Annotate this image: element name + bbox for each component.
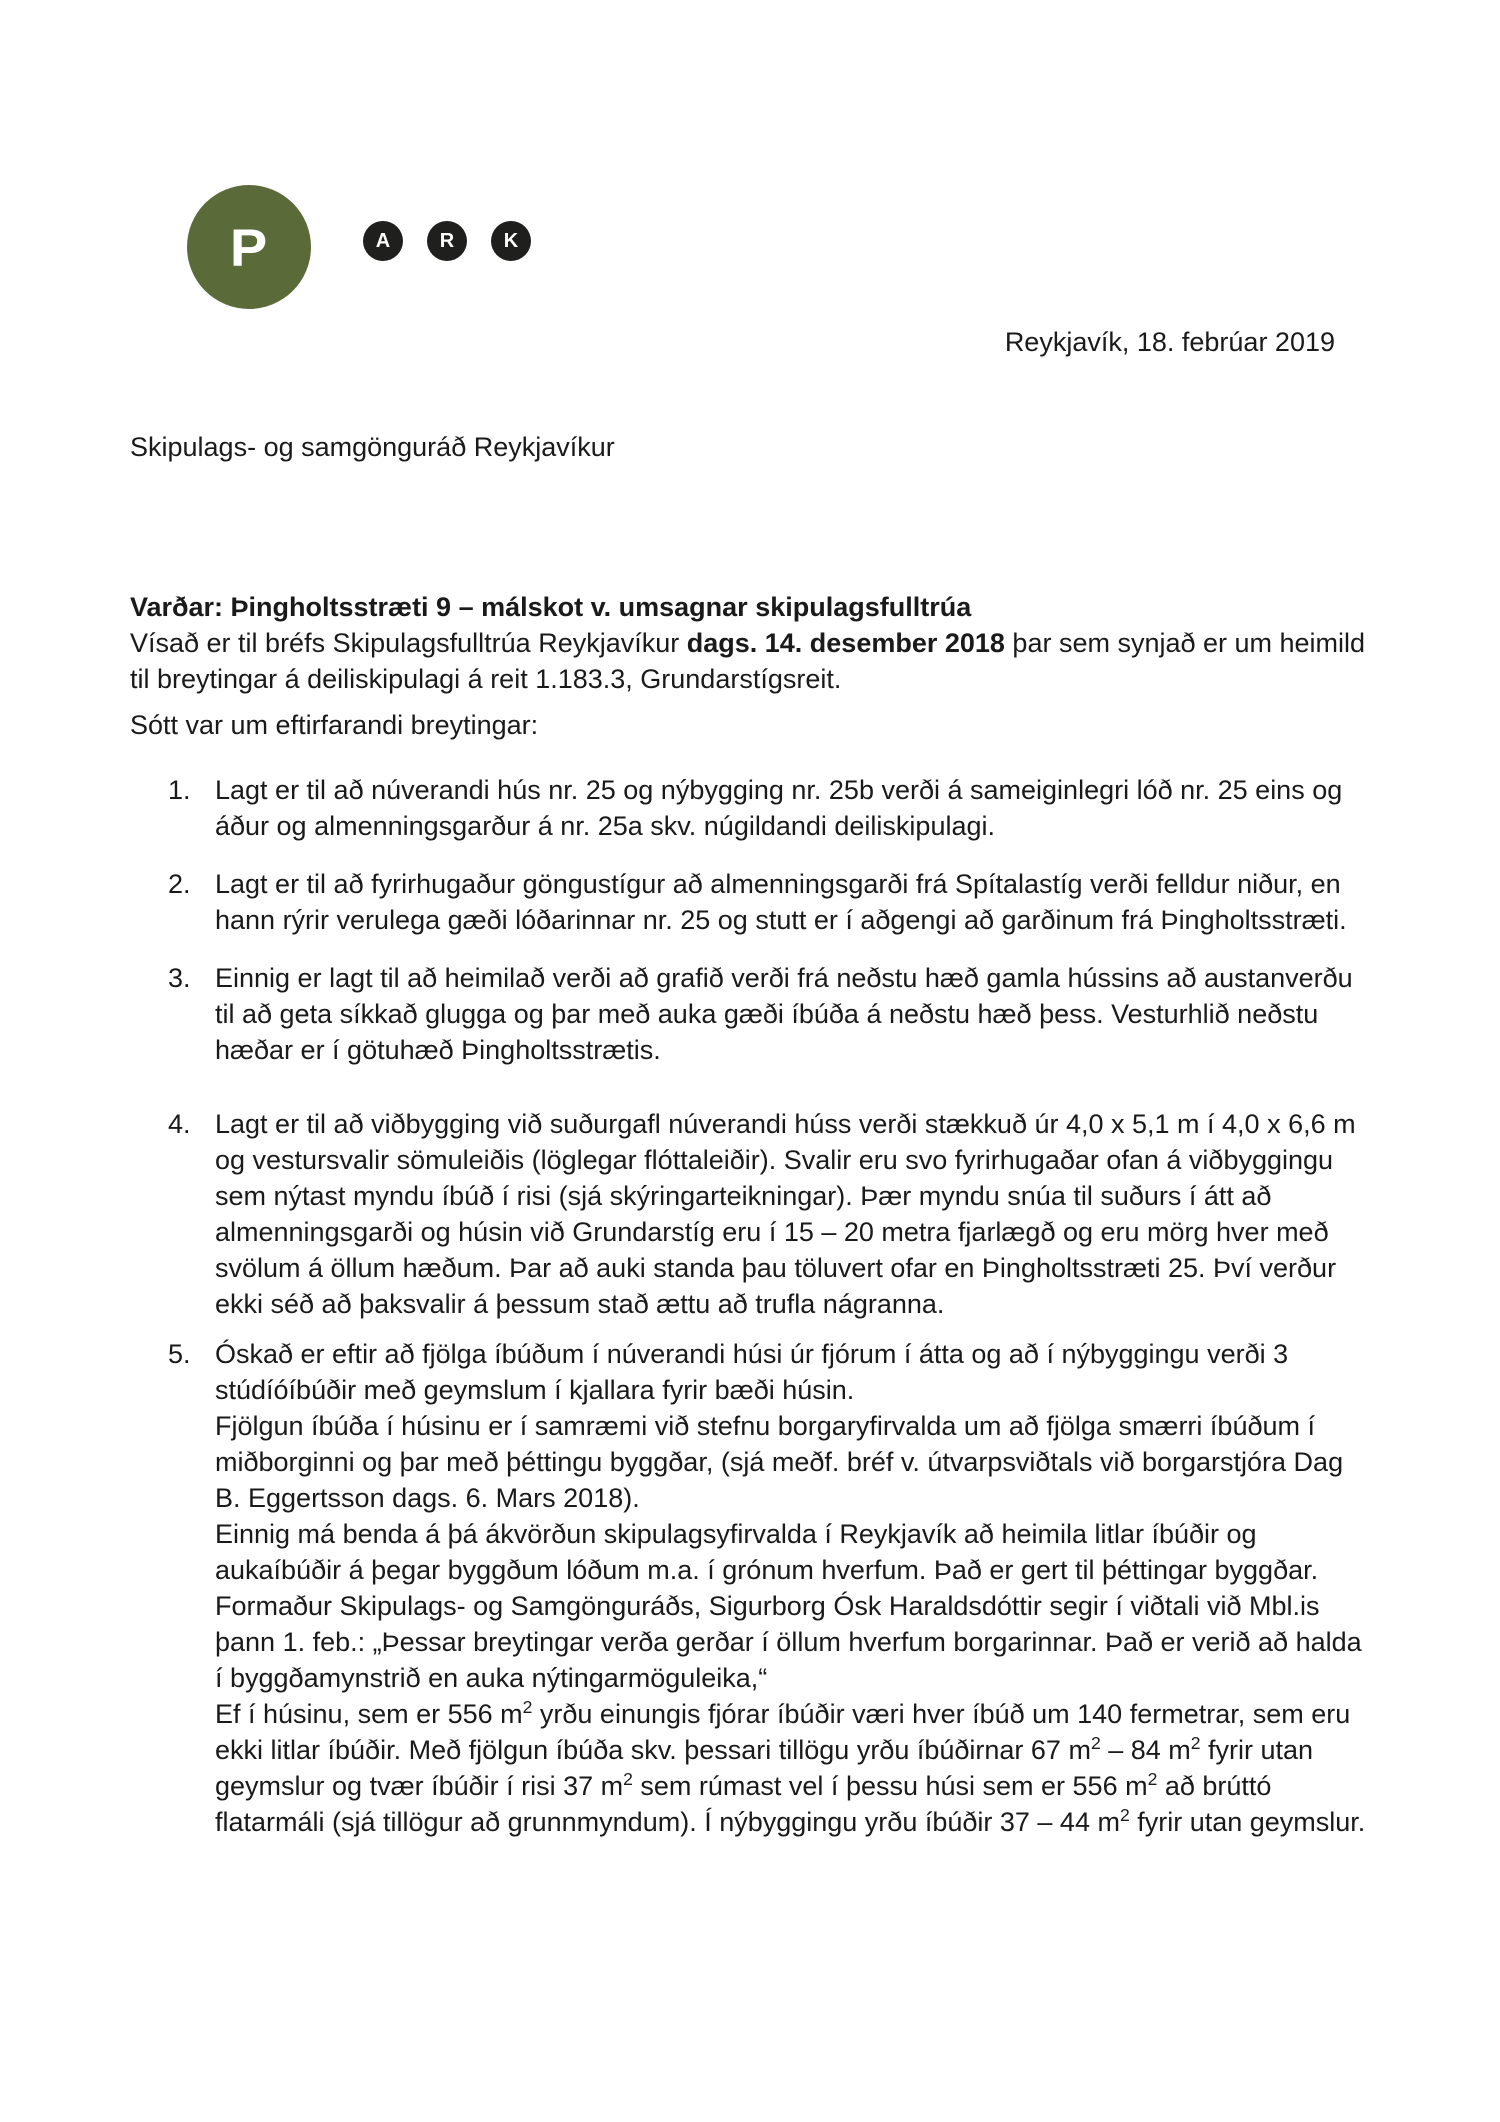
text-run: fyrir utan geymslur og tvær íbúðir í risi 37 m	[215, 1735, 1314, 1801]
text-run: fyrir utan geymslur.	[1129, 1807, 1366, 1837]
superscript-text: 2	[522, 1697, 533, 1717]
subject-line: Varðar: Þingholtsstræti 9 – málskot v. umsagnar skipulagsfulltrúa	[130, 592, 972, 622]
paragraph	[215, 1408, 1375, 1516]
list-item-number: 1.	[168, 775, 191, 805]
superscript-text: 2	[1147, 1769, 1158, 1789]
superscript-text: 2	[1119, 1805, 1130, 1825]
text-run: Einnig má benda á þá ákvörðun skipulagsyfirvalda í Reykjavík að heimila litlar íbúðir og aukaíbúðir á þegar byggðum lóðum m.a. í grónum hverfum. Það er gert til þéttingar byggðar. Formaður Skipulags- og Samgönguráðs, Sigurborg Ósk Haraldsdóttir segir í viðtali við Mbl.is þann 1. feb.: „Þessar breytingar verða gerðar í öllum hverfum borgarinnar. Það er verið að halda í byggðamynstrið en auka nýtingarmöguleika,“	[215, 1519, 1362, 1693]
change-list	[130, 772, 1375, 1840]
text-run: að brúttó flatarmáli (sjá tillögur að grunnmyndum). Í nýbyggingu yrðu íbúðir 37 – 44 m	[215, 1771, 1272, 1837]
text-run: yrðu einungis fjórar íbúðir væri hver íbúð um 140 fermetrar, sem eru ekki litlar íbúðir. Með fjölgun íbúða skv. þessari tillögu yrðu íbúðirnar 67 m	[215, 1699, 1351, 1765]
list-item	[130, 866, 1375, 938]
list-item-body	[215, 866, 1375, 938]
text-run: Lagt er til að fyrirhugaður göngustígur að almenningsgarði frá Spítalastíg verði felldur niður, en hann rýrir verulega gæði lóðarinnar nr. 25 og stutt er í aðgengi að garðinum frá Þingholtsstræti.	[215, 869, 1347, 935]
logo-letter: K	[503, 229, 519, 252]
text-run: Ef í húsinu, sem er 556 m	[215, 1699, 523, 1729]
logo-letter: R	[439, 229, 455, 252]
list-intro-line: Sótt var um eftirfarandi breytingar:	[130, 710, 539, 740]
paragraph	[215, 1516, 1375, 1696]
list-item-number: 2.	[168, 869, 191, 899]
paragraph	[215, 960, 1375, 1068]
list-item	[130, 1336, 1375, 1840]
list-item-number: 4.	[168, 1109, 191, 1139]
logo-letter: A	[375, 229, 391, 252]
logo-p-letter: P	[229, 217, 269, 277]
superscript-text: 2	[623, 1769, 633, 1789]
text-run: – 84 m	[1100, 1735, 1191, 1765]
addressee-line: Skipulags- og samgönguráð Reykjavíkur	[130, 432, 615, 462]
text-run: Óskað er eftir að fjölga íbúðum í núverandi húsi úr fjórum í átta og að í nýbyggingu verði 3 stúdíóíbúðir með geymslum í kjallara fyrir bæði húsin.	[215, 1339, 1289, 1405]
text-run: dags. 14. desember 2018	[686, 628, 1005, 658]
intro-paragraph	[130, 625, 1375, 697]
text-run: Einnig er lagt til að heimilað verði að grafið verði frá neðstu hæð gamla hússins að austanverðu til að geta síkkað glugga og þar með auka gæði íbúða á neðstu hæð þess. Vesturhlið neðstu hæðar er í götuhæð Þingholtsstrætis.	[215, 963, 1353, 1065]
list-item	[130, 960, 1375, 1068]
list-item-body	[215, 1106, 1375, 1322]
text-run: sem rúmast vel í þessu húsi sem er 556 m	[632, 1771, 1148, 1801]
text-run: Lagt er til að núverandi hús nr. 25 og nýbygging nr. 25b verði á sameiginlegri lóð nr. 25 eins og áður og almenningsgarður á nr. 25a skv. núgildandi deiliskipulagi.	[215, 775, 1343, 841]
paragraph	[215, 1336, 1375, 1408]
list-item-number: 3.	[168, 963, 191, 993]
list-item-body	[215, 772, 1375, 844]
list-item	[130, 1106, 1375, 1322]
list-item-body	[215, 960, 1375, 1068]
paragraph	[215, 1106, 1375, 1322]
superscript-text: 2	[1090, 1733, 1101, 1753]
list-item-number: 5.	[168, 1339, 191, 1369]
list-item-body	[215, 1336, 1375, 1840]
paragraph	[215, 866, 1375, 938]
text-run: þar sem synjað er um heimild til breytingar á deiliskipulagi á reit 1.183.3, Grundarstígsreit.	[130, 628, 1366, 694]
superscript-text: 2	[1190, 1733, 1201, 1753]
letter-content	[130, 0, 1375, 1840]
text-run: Vísað er til bréfs Skipulagsfulltrúa Reykjavíkur	[130, 628, 687, 658]
text-run: Fjölgun íbúða í húsinu er í samræmi við stefnu borgaryfirvalda um að fjölga smærri íbúðum í miðborginni og þar með þéttingu byggðar, (sjá meðf. bréf v. útvarpsviðtals við borgarstjóra Dag B. Eggertsson dags. 6. Mars 2018).	[215, 1411, 1344, 1513]
date-line: Reykjavík, 18. febrúar 2019	[1004, 327, 1335, 357]
paragraph	[215, 1696, 1375, 1840]
text-run: Lagt er til að viðbygging við suðurgafl núverandi húss verði stækkuð úr 4,0 x 5,1 m í 4,0 x 6,6 m og vestursvalir sömuleiðis (löglegar flóttaleiðir). Svalir eru svo fyrirhugaðar ofan á viðbyggingu sem nýtast myndu íbúð í risi (sjá skýringarteikningar). Þær myndu snúa til suðurs í átt að almenningsgarði og húsin við Grundarstíg eru í 15 – 20 metra fjarlægð og eru mörg hver með svölum á öllum hæðum. Þar að auki standa þau töluvert ofar en Þingholtsstræti 25. Því verður ekki séð að þaksvalir á þessum stað ættu að trufla nágranna.	[215, 1109, 1356, 1319]
list-item	[130, 772, 1375, 844]
paragraph	[215, 772, 1375, 844]
